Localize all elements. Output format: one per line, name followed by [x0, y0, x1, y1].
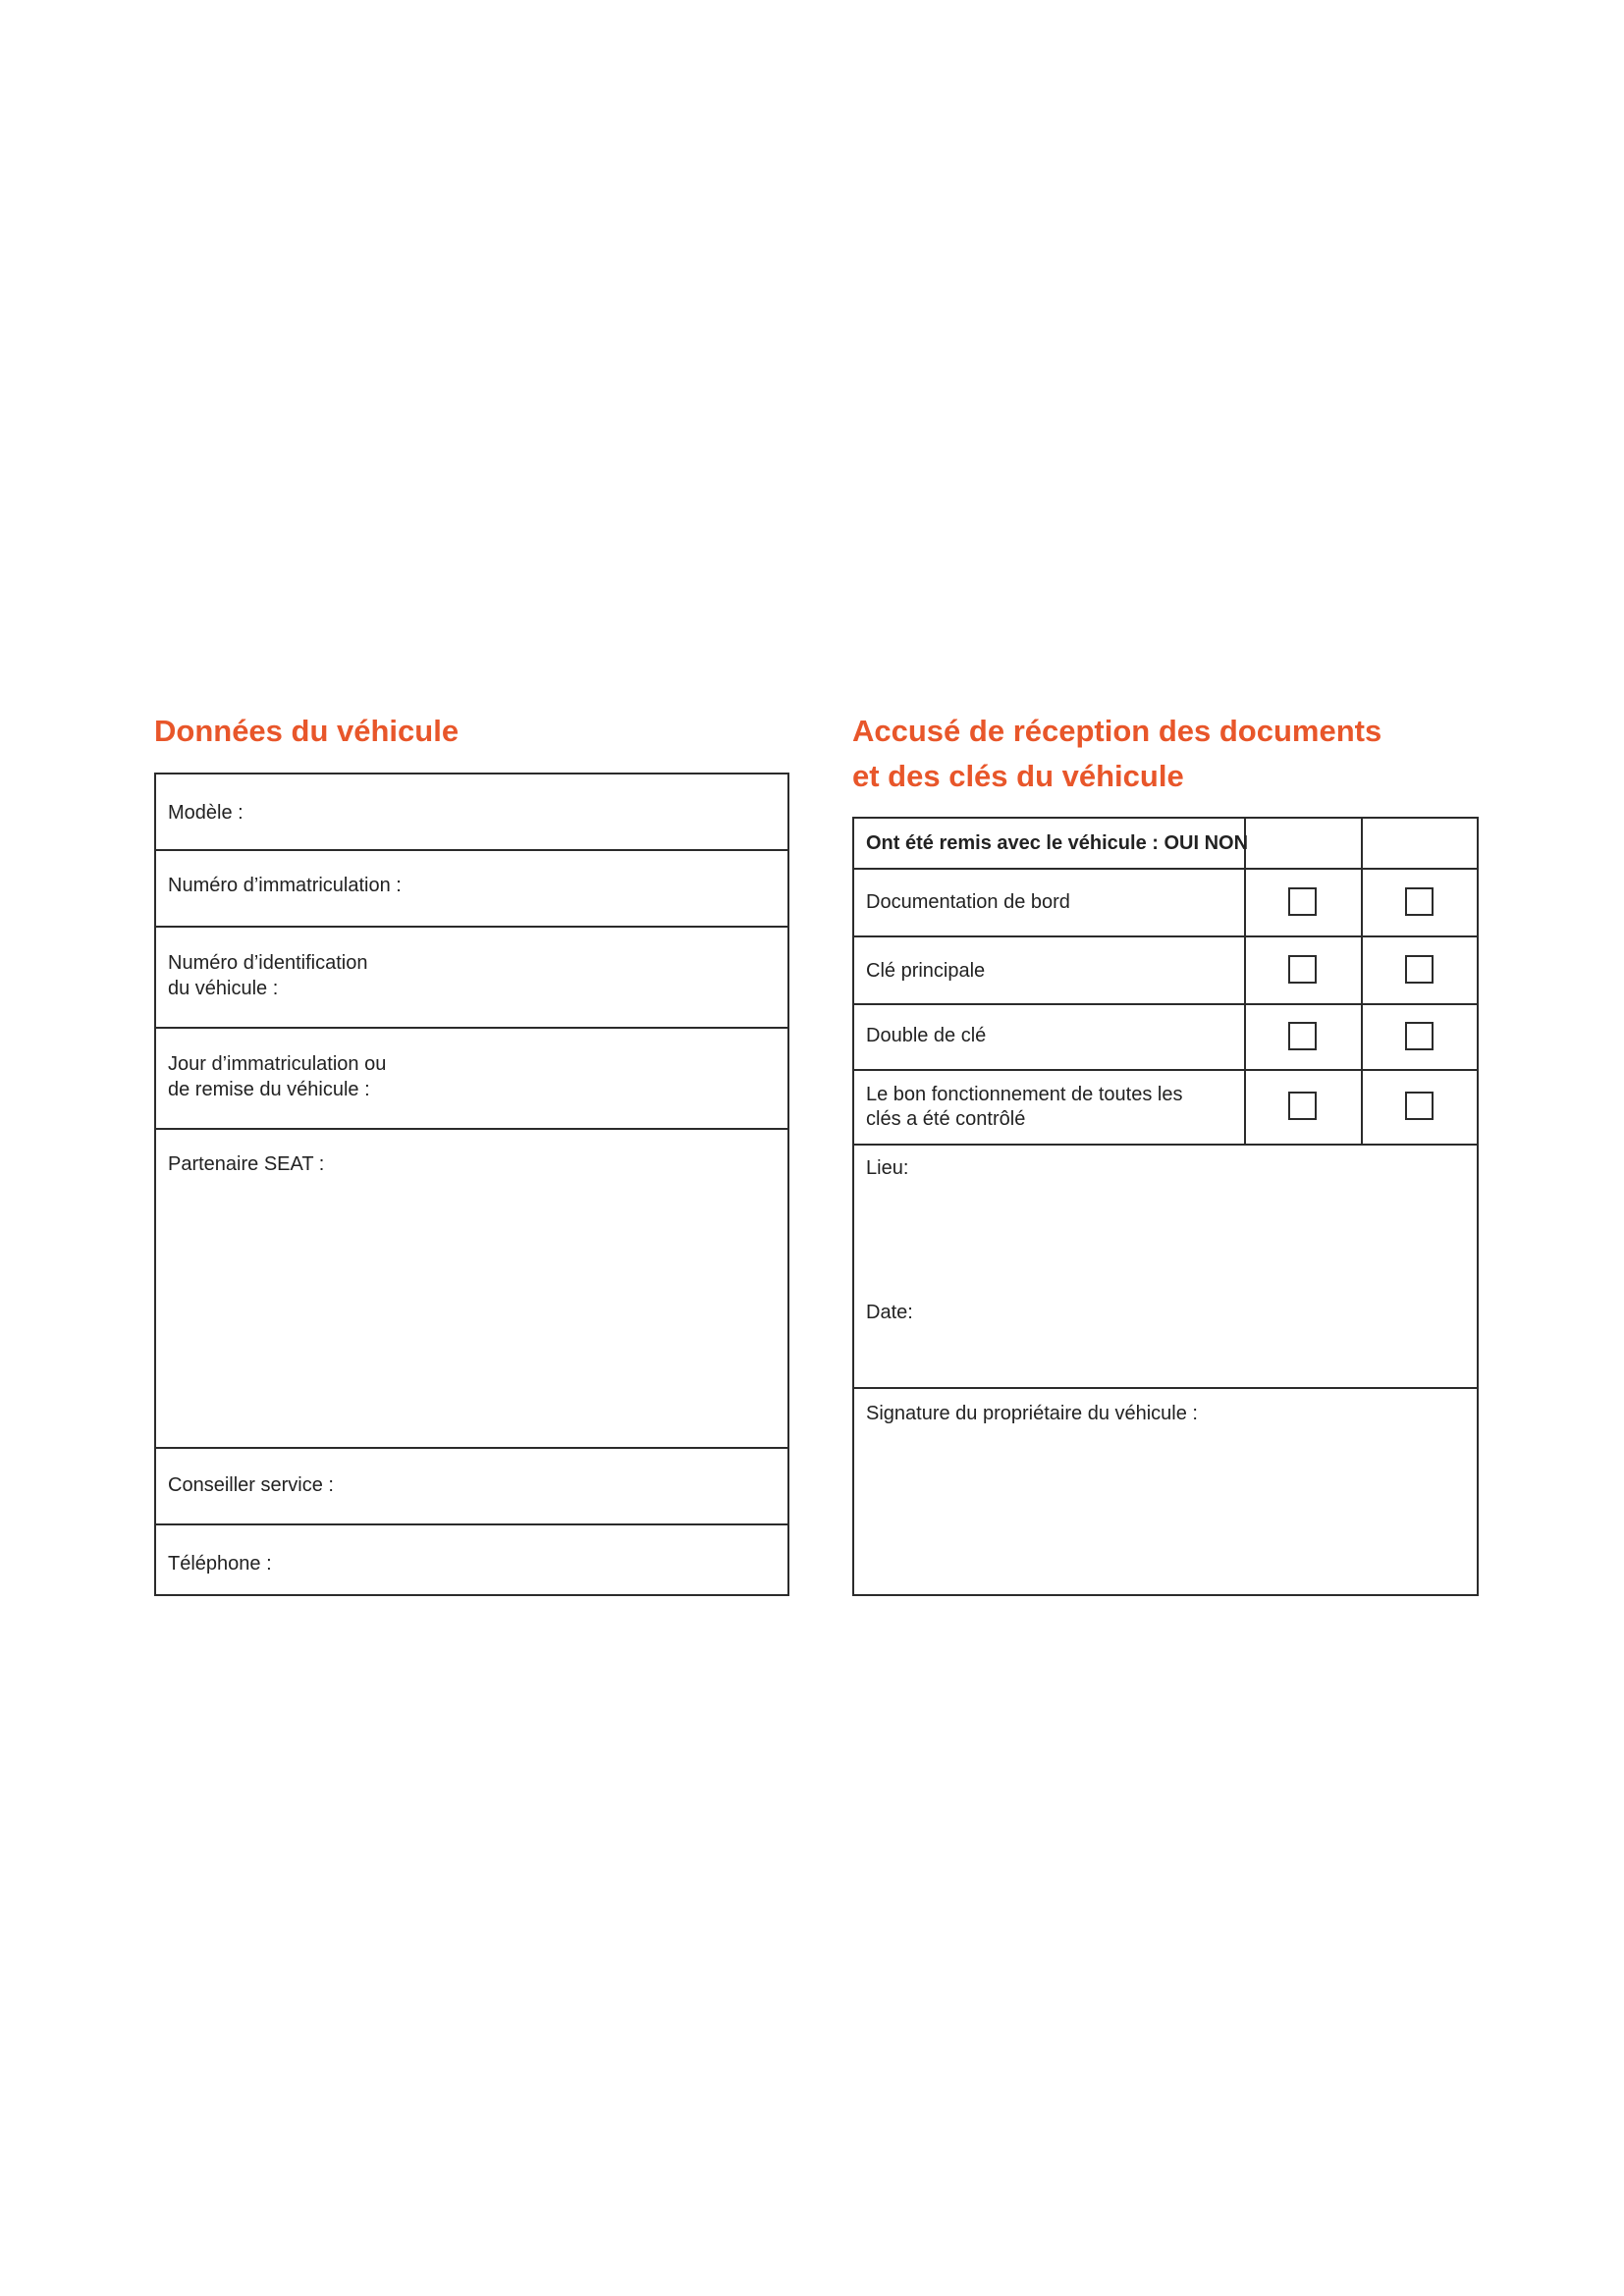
model-label: Modèle :: [168, 802, 244, 824]
vehicle-row-phone[interactable]: [156, 1525, 787, 1594]
item-row-spare-key: [854, 1005, 1477, 1071]
vehicle-row-seat-partner[interactable]: [156, 1130, 787, 1449]
vehicle-row-service-advisor[interactable]: [156, 1449, 787, 1525]
acknowledgement-table: [852, 817, 1479, 1596]
item-row-documentation: [854, 870, 1477, 937]
service-advisor-label: Conseiller service :: [168, 1474, 334, 1496]
keys-checked-label: Le bon fonctionnement de toutes les clés a été contrôlé: [866, 1084, 1183, 1130]
acknowledgement-title-line2: et des clés du véhicule: [852, 759, 1184, 793]
acknowledgement-title-line1: Accusé de réception des documents: [852, 714, 1382, 748]
keys-checked-oui-checkbox[interactable]: [1288, 1092, 1317, 1120]
vehicle-row-registration-number[interactable]: [156, 851, 787, 928]
place-label: Lieu:: [866, 1157, 909, 1179]
signature-section[interactable]: [854, 1389, 1477, 1594]
vin-label: Numéro d’identification du véhicule :: [168, 952, 368, 999]
vehicle-data-table: [154, 773, 789, 1596]
vehicle-row-registration-date[interactable]: [156, 1029, 787, 1130]
acknowledgement-header-label: Ont été remis avec le véhicule : OUI NON: [866, 832, 1249, 854]
main-key-oui-checkbox[interactable]: [1288, 955, 1317, 984]
phone-label: Téléphone :: [168, 1553, 272, 1575]
registration-date-label: Jour d’immatriculation ou de remise du véhicule :: [168, 1053, 387, 1100]
main-key-non-checkbox[interactable]: [1405, 955, 1434, 984]
acknowledgement-header-row: [854, 819, 1477, 870]
documentation-non-checkbox[interactable]: [1405, 887, 1434, 916]
seat-partner-label: Partenaire SEAT :: [168, 1153, 325, 1175]
signature-label: Signature du propriétaire du véhicule :: [866, 1403, 1198, 1424]
vehicle-row-model[interactable]: [156, 774, 787, 851]
spare-key-oui-checkbox[interactable]: [1288, 1022, 1317, 1050]
vehicle-row-vin[interactable]: [156, 928, 787, 1029]
item-row-keys-checked: [854, 1071, 1477, 1146]
spare-key-label: Double de clé: [866, 1025, 987, 1046]
spare-key-non-checkbox[interactable]: [1405, 1022, 1434, 1050]
acknowledgement-title: [852, 709, 1381, 799]
documentation-oui-checkbox[interactable]: [1288, 887, 1317, 916]
documentation-label: Documentation de bord: [866, 891, 1070, 913]
vehicle-data-title: Données du véhicule: [154, 714, 460, 748]
date-label: Date:: [866, 1302, 913, 1323]
keys-checked-non-checkbox[interactable]: [1405, 1092, 1434, 1120]
place-date-section[interactable]: [854, 1146, 1477, 1389]
item-row-main-key: [854, 937, 1477, 1005]
main-key-label: Clé principale: [866, 960, 986, 982]
registration-number-label: Numéro d’immatriculation :: [168, 875, 402, 896]
